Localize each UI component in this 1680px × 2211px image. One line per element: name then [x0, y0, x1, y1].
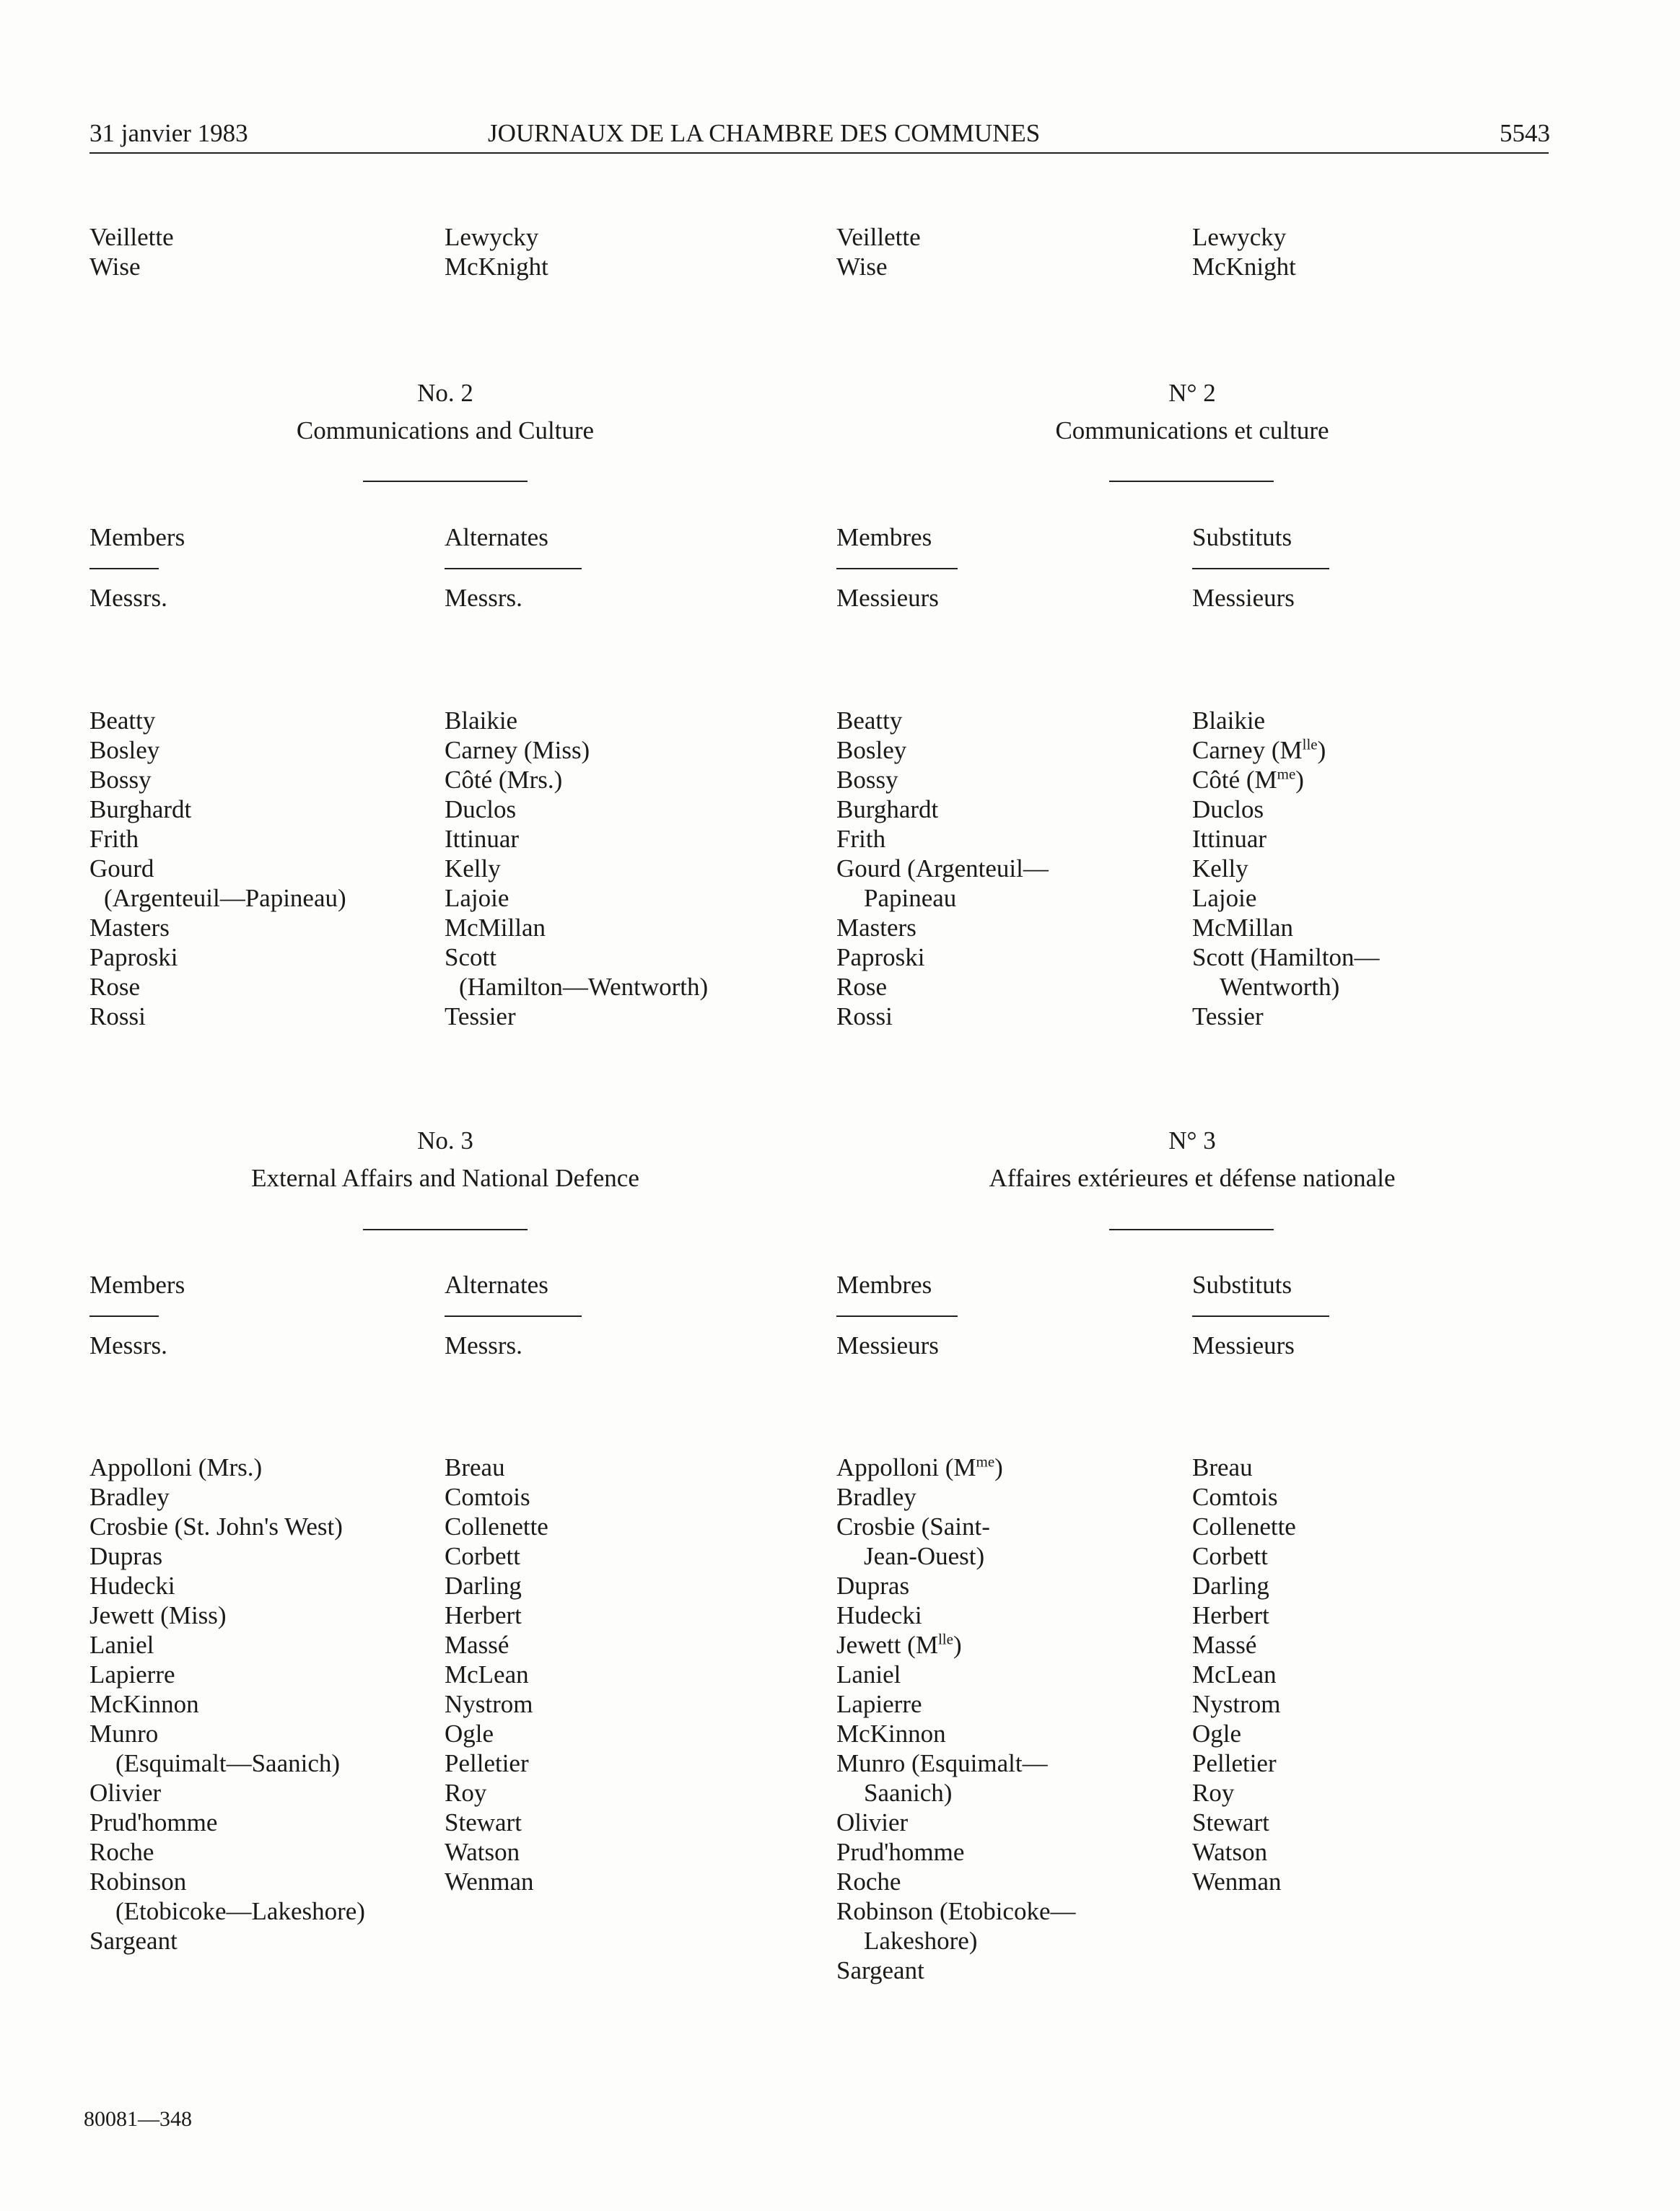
- list-item: Ittinuar: [1192, 825, 1267, 853]
- list-item: Côté $(M^{me})$: [1192, 765, 1304, 794]
- list-item-continuation: (Esquimalt—Saanich): [115, 1749, 341, 1777]
- list-item-continuation: (Etobicoke—Lakeshore): [115, 1897, 365, 1925]
- list-item: Crosbie (St. John's West): [89, 1512, 343, 1541]
- carryover-en-alternates: [445, 222, 548, 281]
- committee3-fr-alt-salutation: Messieurs: [1192, 1331, 1295, 1360]
- committee3-en-salutation: Messrs.: [89, 1331, 167, 1360]
- committee2-fr-members-list: [836, 706, 1049, 1031]
- list-item: McMillan: [445, 914, 546, 942]
- list-item: Prud'homme: [836, 1838, 965, 1866]
- list-item: Frith: [836, 825, 886, 853]
- list-item: Tessier: [445, 1002, 516, 1030]
- list-item: Carney $(M^{lle})$: [1192, 735, 1326, 764]
- list-item: Bossy: [836, 766, 898, 794]
- list-item: Appolloni $(M^{me})$: [836, 1453, 1003, 1481]
- footer-code: 80081—348: [84, 2107, 192, 2131]
- list-item-continuation: (Hamilton—Wentworth): [459, 973, 709, 1001]
- list-item: Wise: [836, 253, 888, 281]
- committee2-en-alt-salutation: Messrs.: [445, 584, 522, 612]
- committee2-fr-members-heading: Membres: [836, 523, 932, 551]
- list-item: Nystrom: [1192, 1690, 1281, 1718]
- list-item: Roy: [445, 1779, 487, 1807]
- committee2-fr-alt-salutation: Messieurs: [1192, 584, 1295, 612]
- committee3-en-members-heading: Members: [89, 1271, 185, 1299]
- list-item: Bradley: [836, 1483, 916, 1511]
- list-item: Massé: [1192, 1631, 1257, 1659]
- list-item: Hudecki: [836, 1601, 922, 1629]
- list-item: Burghardt: [89, 795, 192, 823]
- committee3-fr-alternates-heading: Substituts: [1192, 1271, 1292, 1299]
- list-item: Scott (Hamilton—: [1192, 943, 1380, 971]
- list-item-continuation: Saanich): [864, 1779, 953, 1807]
- list-item: Lewycky: [445, 223, 539, 251]
- list-item: Jewett (Miss): [89, 1601, 227, 1629]
- list-item: Gourd: [89, 854, 154, 883]
- committee3-fr-members-rule: [836, 1315, 958, 1317]
- list-item: Veillette: [836, 223, 921, 251]
- header-rule: [89, 152, 1549, 154]
- committee3-fr-salutation: Messieurs: [836, 1331, 939, 1360]
- committee3-en-alternates-list: [445, 1453, 548, 1896]
- list-item: Corbett: [445, 1542, 520, 1570]
- list-item: Roy: [1192, 1779, 1235, 1807]
- list-item: McKnight: [445, 253, 548, 281]
- list-item: Paproski: [89, 943, 178, 971]
- carryover-fr-alternates: [1192, 222, 1296, 281]
- list-item: Tessier: [1192, 1002, 1264, 1030]
- committee2-en-number: No. 2: [417, 379, 473, 407]
- list-item: Lewycky: [1192, 223, 1287, 251]
- list-item: Rossi: [836, 1002, 893, 1030]
- committee3-en-members-rule: [89, 1315, 159, 1317]
- list-item: Munro (Esquimalt—: [836, 1749, 1048, 1777]
- list-item: Appolloni (Mrs.): [89, 1453, 263, 1481]
- list-item: Frith: [89, 825, 139, 853]
- committee3-en-title-rule: [363, 1229, 528, 1230]
- committee2-en-alternates-heading: Alternates: [445, 523, 548, 551]
- list-item: Sargeant: [89, 1927, 178, 1955]
- list-item: Watson: [1192, 1838, 1268, 1866]
- list-item: Olivier: [89, 1779, 162, 1807]
- list-item-continuation: (Argenteuil—Papineau): [104, 884, 346, 912]
- list-item: Laniel: [836, 1660, 901, 1689]
- list-item: Pelletier: [445, 1749, 529, 1777]
- list-item: Carney (Miss): [445, 736, 590, 764]
- list-item: Munro: [89, 1720, 159, 1748]
- list-item: Rossi: [89, 1002, 146, 1030]
- list-item: Bossy: [89, 766, 152, 794]
- list-item: Ittinuar: [445, 825, 520, 853]
- list-item: Nystrom: [445, 1690, 533, 1718]
- committee2-fr-members-rule: [836, 568, 958, 569]
- list-item: Blaikie: [1192, 706, 1266, 735]
- list-item: Bosley: [89, 736, 160, 764]
- list-item: Bradley: [89, 1483, 170, 1511]
- list-item: Scott: [445, 943, 496, 971]
- journal-title: JOURNAUX DE LA CHAMBRE DES COMMUNES: [488, 119, 1041, 147]
- list-item: Jewett $(M^{lle})$: [836, 1630, 962, 1659]
- list-item: McMillan: [1192, 914, 1293, 942]
- committee2-en-members-heading: Members: [89, 523, 185, 551]
- list-item: Bosley: [836, 736, 907, 764]
- list-item: McKinnon: [836, 1720, 946, 1748]
- list-item: Duclos: [445, 795, 517, 823]
- committee2-en-title-rule: [363, 481, 528, 482]
- list-item: Gourd (Argenteuil—: [836, 854, 1049, 883]
- committee2-fr-alternates-list: [1192, 706, 1380, 1031]
- committee2-fr-number: N° 2: [1168, 379, 1216, 407]
- committee3-fr-members-heading: Membres: [836, 1271, 932, 1299]
- list-item: Lapierre: [89, 1660, 175, 1689]
- list-item: Corbett: [1192, 1542, 1268, 1570]
- committee3-fr-title-rule: [1109, 1229, 1274, 1230]
- carryover-en-members: [89, 222, 174, 281]
- list-item: Breau: [1192, 1453, 1253, 1481]
- list-item: Blaikie: [445, 706, 518, 735]
- list-item: Sargeant: [836, 1956, 924, 1984]
- list-item: Masters: [836, 914, 916, 942]
- list-item: McKnight: [1192, 253, 1296, 281]
- committee2-en-members-rule: [89, 568, 159, 569]
- list-item: Breau: [445, 1453, 505, 1481]
- list-item: Collenette: [1192, 1512, 1296, 1541]
- list-item: Roche: [836, 1868, 901, 1896]
- list-item: Comtois: [445, 1483, 530, 1511]
- list-item-continuation: Papineau: [864, 884, 957, 912]
- list-item: Lapierre: [836, 1690, 922, 1718]
- list-item: Dupras: [836, 1572, 910, 1600]
- carryover-fr-members: [836, 222, 921, 281]
- committee2-fr-alternates-rule: [1192, 568, 1329, 569]
- list-item: Ogle: [445, 1720, 494, 1748]
- list-item: Wise: [89, 253, 141, 281]
- list-item: Pelletier: [1192, 1749, 1277, 1777]
- list-item: Collenette: [445, 1512, 548, 1541]
- committee3-fr-alternates-list: [1192, 1453, 1296, 1896]
- list-item: Darling: [1192, 1572, 1269, 1600]
- list-item: Lajoie: [445, 884, 509, 912]
- committee3-fr-alternates-rule: [1192, 1315, 1329, 1317]
- committee2-fr-title: Communications et culture: [1055, 416, 1329, 445]
- committee3-fr-number: N° 3: [1168, 1126, 1216, 1155]
- list-item: Watson: [445, 1838, 520, 1866]
- committee2-fr-title-rule: [1109, 481, 1274, 482]
- list-item: Dupras: [89, 1542, 163, 1570]
- list-item: Côté (Mrs.): [445, 766, 563, 794]
- list-item: Wenman: [1192, 1868, 1282, 1896]
- list-item-continuation: Jean-Ouest): [864, 1542, 985, 1570]
- list-item: Kelly: [1192, 854, 1248, 883]
- committee2-en-salutation: Messrs.: [89, 584, 167, 612]
- list-item: Stewart: [445, 1808, 522, 1836]
- list-item: Laniel: [89, 1631, 154, 1659]
- list-item: Duclos: [1192, 795, 1264, 823]
- list-item: McLean: [445, 1660, 529, 1689]
- list-item: Robinson (Etobicoke—: [836, 1897, 1076, 1925]
- committee3-en-alternates-heading: Alternates: [445, 1271, 548, 1299]
- committee3-en-members-list: [89, 1453, 365, 1956]
- list-item: Olivier: [836, 1808, 909, 1836]
- list-item: Robinson: [89, 1868, 187, 1896]
- committee3-fr-members-list: [836, 1453, 1076, 1985]
- committee2-fr-alternates-heading: Substituts: [1192, 523, 1292, 551]
- list-item: McLean: [1192, 1660, 1277, 1689]
- committee3-en-alt-salutation: Messrs.: [445, 1331, 522, 1360]
- committee2-en-alternates-list: [445, 706, 708, 1031]
- committee2-fr-salutation: Messieurs: [836, 584, 939, 612]
- committee3-en-alternates-rule: [445, 1315, 582, 1317]
- committee3-fr-title: Affaires extérieures et défense nationale: [989, 1164, 1396, 1192]
- header-date: 31 janvier 1983: [89, 119, 248, 147]
- list-item: Lajoie: [1192, 884, 1257, 912]
- list-item: Prud'homme: [89, 1808, 218, 1836]
- list-item: Crosbie (Saint-: [836, 1512, 990, 1541]
- list-item: Massé: [445, 1631, 509, 1659]
- list-item: Rose: [836, 973, 887, 1001]
- list-item: Roche: [89, 1838, 154, 1866]
- list-item: Darling: [445, 1572, 522, 1600]
- list-item-continuation: Wentworth): [1220, 973, 1340, 1001]
- committee2-en-members-list: [89, 706, 346, 1031]
- list-item: Rose: [89, 973, 140, 1001]
- list-item: Beatty: [836, 706, 903, 735]
- list-item: Wenman: [445, 1868, 534, 1896]
- committee3-en-title: External Affairs and National Defence: [251, 1164, 639, 1192]
- committee2-en-alternates-rule: [445, 568, 582, 569]
- list-item: Paproski: [836, 943, 925, 971]
- committee3-en-number: No. 3: [417, 1126, 473, 1155]
- list-item: Burghardt: [836, 795, 939, 823]
- page-number: 5543: [1500, 119, 1550, 147]
- list-item: Stewart: [1192, 1808, 1269, 1836]
- committee2-en-title: Communications and Culture: [296, 416, 595, 445]
- list-item: Hudecki: [89, 1572, 175, 1600]
- list-item-continuation: Lakeshore): [864, 1927, 978, 1955]
- list-item: Masters: [89, 914, 170, 942]
- list-item: Beatty: [89, 706, 156, 735]
- list-item: Herbert: [445, 1601, 522, 1629]
- list-item: McKinnon: [89, 1690, 199, 1718]
- list-item: Comtois: [1192, 1483, 1278, 1511]
- list-item: Kelly: [445, 854, 501, 883]
- list-item: Ogle: [1192, 1720, 1242, 1748]
- list-item: Veillette: [89, 223, 174, 251]
- list-item: Herbert: [1192, 1601, 1269, 1629]
